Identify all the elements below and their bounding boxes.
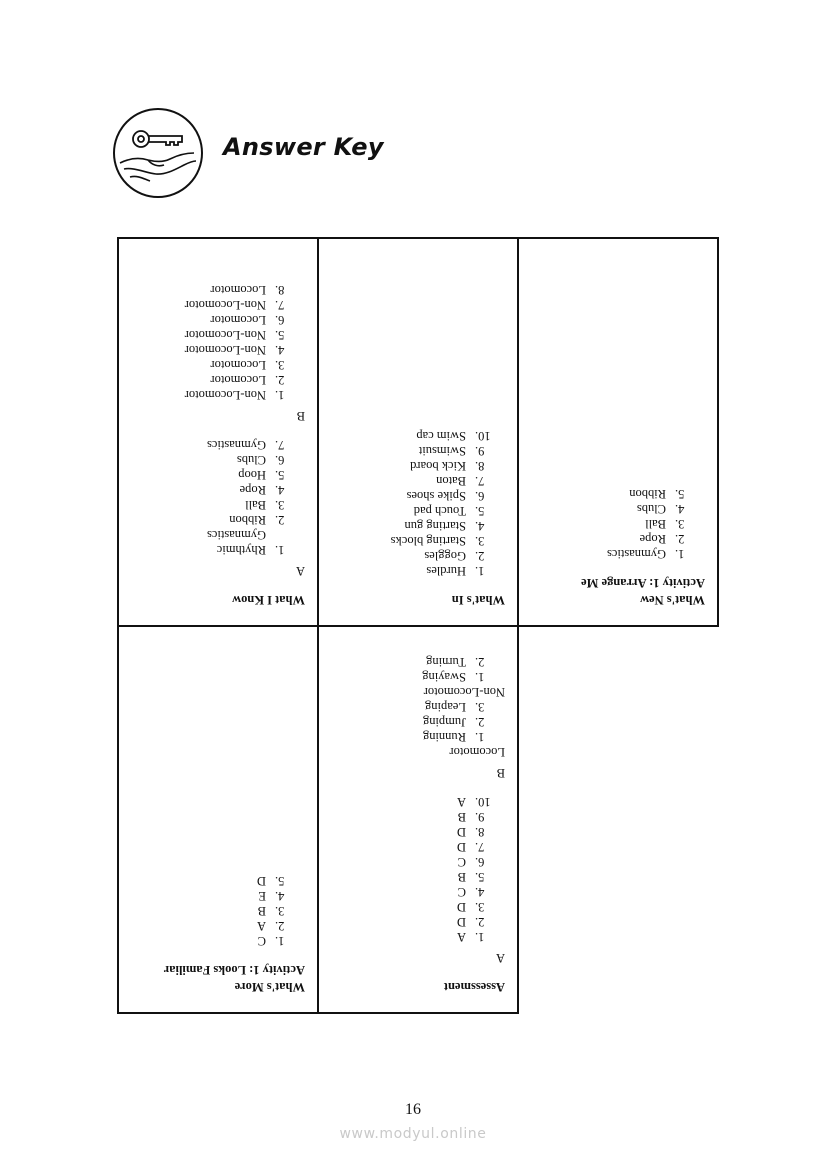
list-item: 5. B — [457, 870, 485, 884]
assessment-non-locomotor-list — [333, 654, 505, 684]
list-item: 4. Rope — [239, 483, 285, 497]
list-item: 8. Locomotor — [210, 283, 285, 297]
list-item: 8. D — [456, 825, 485, 839]
list-item: 5. Touch pad — [413, 504, 485, 518]
list-item: 4. Non-Locomotor — [184, 343, 285, 357]
page-number: 16 — [405, 1101, 421, 1118]
non-locomotor-label: Non-Locomotor — [423, 685, 505, 699]
list-item: 1. C — [257, 934, 285, 948]
list-item: 8. Kick board — [410, 459, 485, 473]
what-i-know-a-list — [133, 437, 305, 557]
whats-new-box — [517, 237, 719, 627]
list-item: 5. Non-Locomotor — [184, 328, 285, 342]
list-item: 3. D — [456, 900, 485, 914]
list-item: 5. Hoop — [238, 468, 285, 482]
watermark: www.modyul.online — [339, 1126, 487, 1142]
list-item: 2. Ribbon — [229, 513, 285, 527]
list-item: 4. Clubs — [636, 502, 685, 516]
list-item: 10. Swim cap — [416, 429, 491, 443]
whats-new-subheading: Activity 1: Arrange Me — [581, 576, 705, 590]
list-item: 7. D — [456, 840, 485, 854]
locomotor-label: Locomotor — [449, 745, 505, 759]
list-item: 2. Rope — [639, 532, 685, 546]
list-item: 1. Running — [422, 730, 485, 744]
list-item: 3. Ball — [645, 517, 685, 531]
part-a-label: A — [495, 951, 505, 965]
list-item: 6. Clubs — [236, 453, 285, 467]
page-title: Answer Key — [223, 133, 384, 161]
list-item: 9. B — [457, 810, 485, 824]
list-item: 2. Turning — [426, 655, 485, 669]
list-item: 3. Locomotor — [210, 358, 285, 372]
list-item: 5. Ribbon — [629, 487, 685, 501]
part-b-label: B — [496, 766, 505, 780]
list-item: 6. Spike shoes — [406, 489, 485, 503]
whats-new-list — [533, 486, 705, 561]
list-item: 3. B — [257, 904, 285, 918]
what-i-know-heading: What I Know — [232, 593, 305, 607]
list-item: 7. Baton — [436, 474, 485, 488]
list-item: 3. Leaping — [425, 700, 485, 714]
whats-in-heading: What's In — [451, 593, 505, 607]
list-item: 1. Hurdles — [426, 564, 485, 578]
list-item: Gymnastics — [206, 528, 266, 542]
list-item: 3. Ball — [245, 498, 285, 512]
whats-more-heading: What's More — [234, 980, 305, 994]
answer-key-logo — [112, 107, 204, 199]
list-item: 7. Gymnastics — [206, 438, 285, 452]
list-item: 2. D — [456, 915, 485, 929]
list-item: 2. A — [256, 919, 285, 933]
list-item: 4. Starting gun — [404, 519, 485, 533]
whats-more-subheading: Activity 1: Looks Familiar — [163, 963, 305, 977]
list-item: 1. A — [456, 930, 485, 944]
list-item: 3. Starting blocks — [390, 534, 485, 548]
assessment-box — [317, 625, 519, 1014]
list-item: 9. Swimsuit — [418, 444, 485, 458]
list-item: 4. E — [258, 889, 285, 903]
whats-in-list — [333, 428, 505, 578]
list-item: 1. Swaying — [422, 670, 485, 684]
list-item: 2. Jumping — [422, 715, 485, 729]
list-item: 1. Gymnastics — [606, 547, 685, 561]
assessment-heading: Assessment — [443, 980, 505, 994]
list-item: 2. Goggles — [424, 549, 485, 563]
list-item: 1. Rhythmic — [216, 543, 285, 557]
assessment-locomotor-list — [333, 699, 505, 744]
list-item: 2. Locomotor — [210, 373, 285, 387]
list-item: 6. Locomotor — [210, 313, 285, 327]
part-b-label: B — [296, 409, 305, 423]
whats-new-heading: What's New — [640, 593, 705, 607]
list-item: 6. C — [457, 855, 485, 869]
whats-more-box — [117, 625, 319, 1014]
list-item: 5. D — [256, 874, 285, 888]
whats-more-list — [133, 873, 305, 948]
whats-in-box — [317, 237, 519, 627]
list-item: 10. A — [456, 795, 491, 809]
part-a-label: A — [295, 564, 305, 578]
what-i-know-b-list — [133, 282, 305, 402]
what-i-know-box — [117, 237, 319, 627]
list-item: 4. C — [457, 885, 485, 899]
assessment-a-list — [333, 794, 505, 944]
list-item: 1. Non-Locomotor — [184, 388, 285, 402]
list-item: 7. Non-Locomotor — [184, 298, 285, 312]
